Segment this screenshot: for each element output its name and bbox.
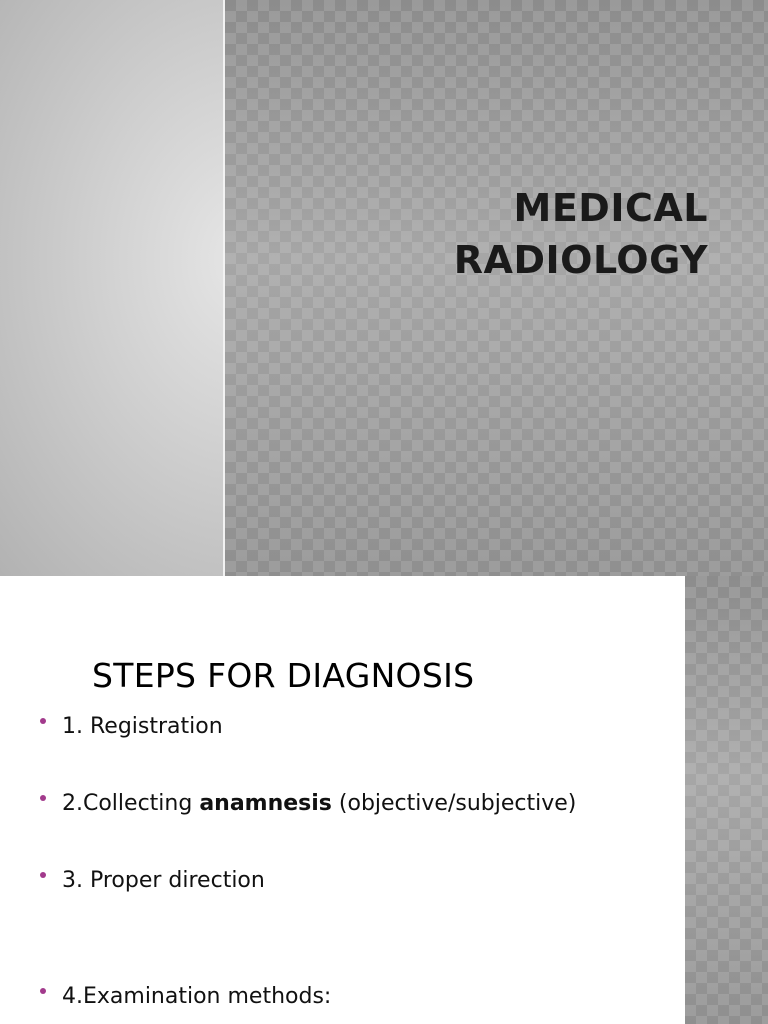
- bullet-item: [40, 868, 265, 893]
- slide-title-line-2: RADIOLOGY: [453, 238, 708, 282]
- bullet-item: [40, 791, 576, 816]
- bullet-item: [40, 714, 223, 739]
- content-slide: [0, 576, 768, 1024]
- bullet-text-bold: anamnesis: [199, 791, 332, 816]
- title-slide-left-panel: [0, 0, 223, 576]
- bullet-dot-icon: [40, 872, 46, 878]
- content-slide-pattern-strip: [685, 576, 768, 1024]
- slide-title: [288, 182, 708, 286]
- bullet-dot-icon: [40, 795, 46, 801]
- title-slide-pattern-panel: [225, 0, 768, 576]
- content-slide-heading: STEPS FOR DIAGNOSIS: [92, 656, 475, 695]
- bullet-dot-icon: [40, 988, 46, 994]
- bullet-item: [40, 984, 331, 1009]
- bullet-dot-icon: [40, 718, 46, 724]
- bullet-text: 4.Examination methods:: [62, 984, 332, 1009]
- slide-title-line-1: MEDICAL: [513, 186, 708, 230]
- bullet-text: 1. Registration: [62, 714, 223, 739]
- bullet-text-prefix: 2.Collecting: [62, 791, 200, 816]
- bullet-text: 3. Proper direction: [62, 868, 265, 893]
- bullet-text-suffix: (objective/subjective): [331, 791, 577, 816]
